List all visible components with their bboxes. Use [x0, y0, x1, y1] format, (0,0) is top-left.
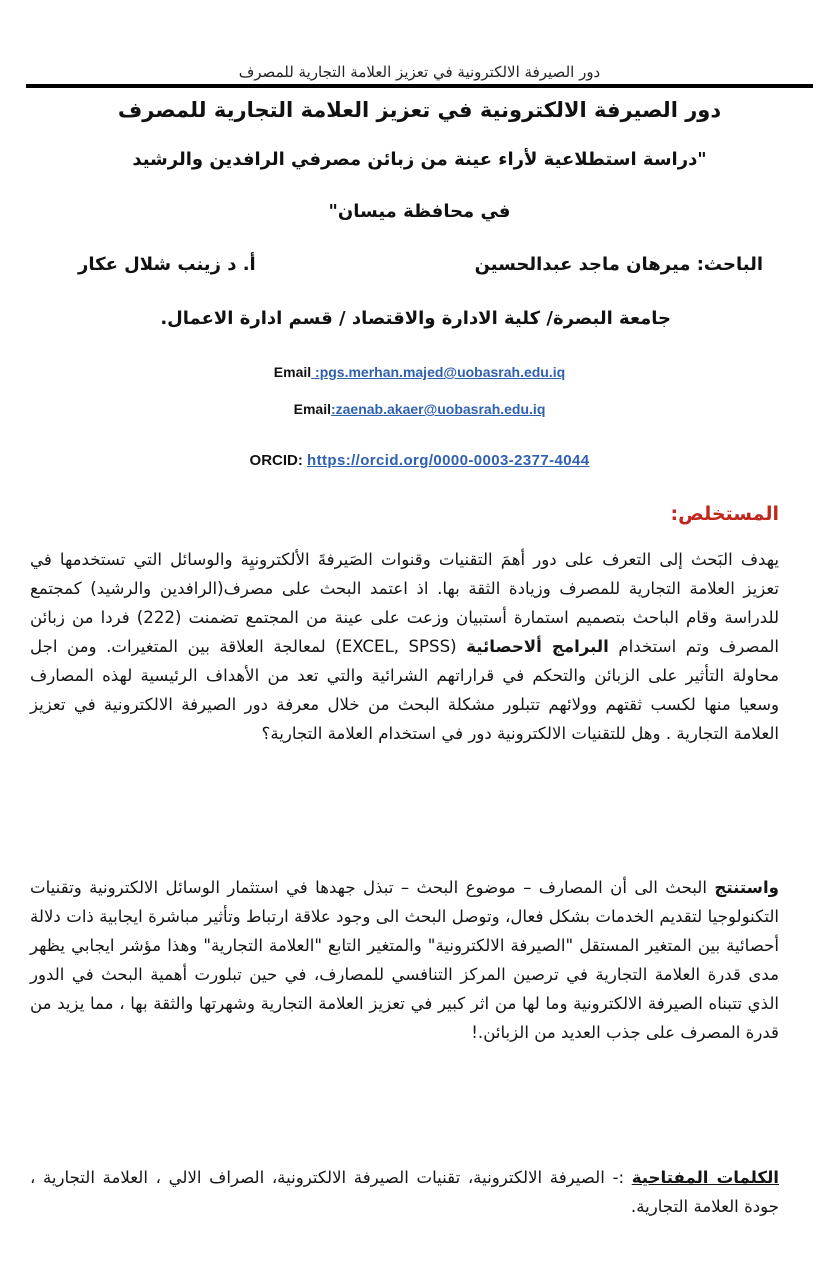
email-line-1 [0, 362, 839, 382]
keywords-label: الكلمات المفتاحية [631, 1168, 779, 1187]
running-header: دور الصيرفة الالكترونية في تعزيز العلامة التجارية للمصرف [238, 63, 601, 81]
abstract-paragraph-1 [30, 545, 779, 748]
header-rule [26, 84, 813, 88]
paper-title: دور الصيرفة الالكترونية في تعزيز العلامة التجارية للمصرف [117, 98, 722, 122]
paragraph-2-text: البحث الى أن المصارف – موضوع البحث – تبذل جهدها في استثمار الوسائل الالكترونية وتقنيات التكنولوجيا لتقديم الخدمات بشكل فعال، وتوصل البحث الى وجود علاقة ارتباط وتأثير مباشرة ايجابية ذات دلالة أحصائية بين المتغير المستقل "الصيرفة الالكترونية" والمتغير التابع "العلامة التجارية" وهذا مؤشر ايجابي يظهر مدى قدرة العلامة التجارية في ترصين المركز التنافسي للمصارف، في حين تبلورت أهمية البحث في الدور الذي تتبناه الصيرفة الالكترونية وما لها من اثر كبير في تعزيز العلامة التجارية وشهرتها والثقة بها ، مما يزيد من قدرة المصرف على جذب العديد من الزبائن.! [30, 878, 779, 1042]
orcid-label: ORCID: [249, 452, 303, 469]
paragraph-1-bold-term: البرامج ألاحصائية [466, 637, 609, 656]
abstract-paragraph-2 [30, 873, 779, 1047]
paper-subtitle-line-2: في محافظة ميسان" [328, 201, 511, 222]
email-line-2 [0, 399, 839, 419]
author-supervisor: أ. د زينب شلال عكار [78, 254, 256, 275]
keywords-text: :- الصيرفة الالكترونية، تقنيات الصيرفة الالكترونية، الصراف الالي ، العلامة التجارية ، جودة العلامة التجارية. [30, 1168, 779, 1216]
email-link-1[interactable]: :pgs.merhan.majed@uobasrah.edu.iq [311, 364, 566, 380]
paragraph-1-text-end: (EXCEL, SPSS) لمعالجة العلاقة بين المتغيرات. ومن اجل محاولة التأثير على الزبائن والتحكم في قراراتهم الشرائية والتي تعد من الأهداف الرئيسية لهذه المصارف وسعيا منها لكسب ثقتهم وولائهم تتبلور مشكلة البحث من خلال معرفة دور الصيرفة الالكترونية في تعزيز العلامة التجارية . وهل للتقنيات الالكترونية دور في استخدام العلامة التجارية؟ [30, 637, 779, 743]
paragraph-2-bold-term: واستنتج [714, 878, 779, 897]
author-researcher: الباحث: ميرهان ماجد عبدالحسين [474, 254, 763, 275]
paper-subtitle-line-1: "دراسة استطلاعية لأراء عينة من زبائن مصرفي الرافدين والرشيد [132, 149, 707, 170]
affiliation: جامعة البصرة/ كلية الادارة والاقتصاد / قسم ادارة الاعمال. [160, 308, 671, 329]
email-label: Email [273, 364, 312, 380]
abstract-heading: المستخلص: [670, 503, 779, 525]
keywords-paragraph [30, 1163, 779, 1221]
authors-line [78, 250, 763, 280]
email-link-2[interactable]: :zaenab.akaer@uobasrah.edu.iq [330, 401, 546, 417]
orcid-line [0, 450, 839, 472]
orcid-link[interactable]: https://orcid.org/0000-0003-2377-4044 [307, 452, 590, 469]
paragraph-1-text-start: يهدف البَحث إلى التعرف على دور أهمَ التقنيات وقنوات الصَيرفةَ الألكترونيِة والوسائل التي تستخدمها في تعزيز العلامة التجارية للمصرف وزيادة الثقة بها. اذ اعتمد البحث على مصرف(الرافدين والرشيد) كمجتمع للدراسة وقام الباحث بتصميم استمارة أستبيان وزعت على عينة من المجتمع تضمنت (222) فردا من زبائن المصرف وتم استخدام [30, 550, 780, 656]
email-label: Email [293, 401, 331, 417]
